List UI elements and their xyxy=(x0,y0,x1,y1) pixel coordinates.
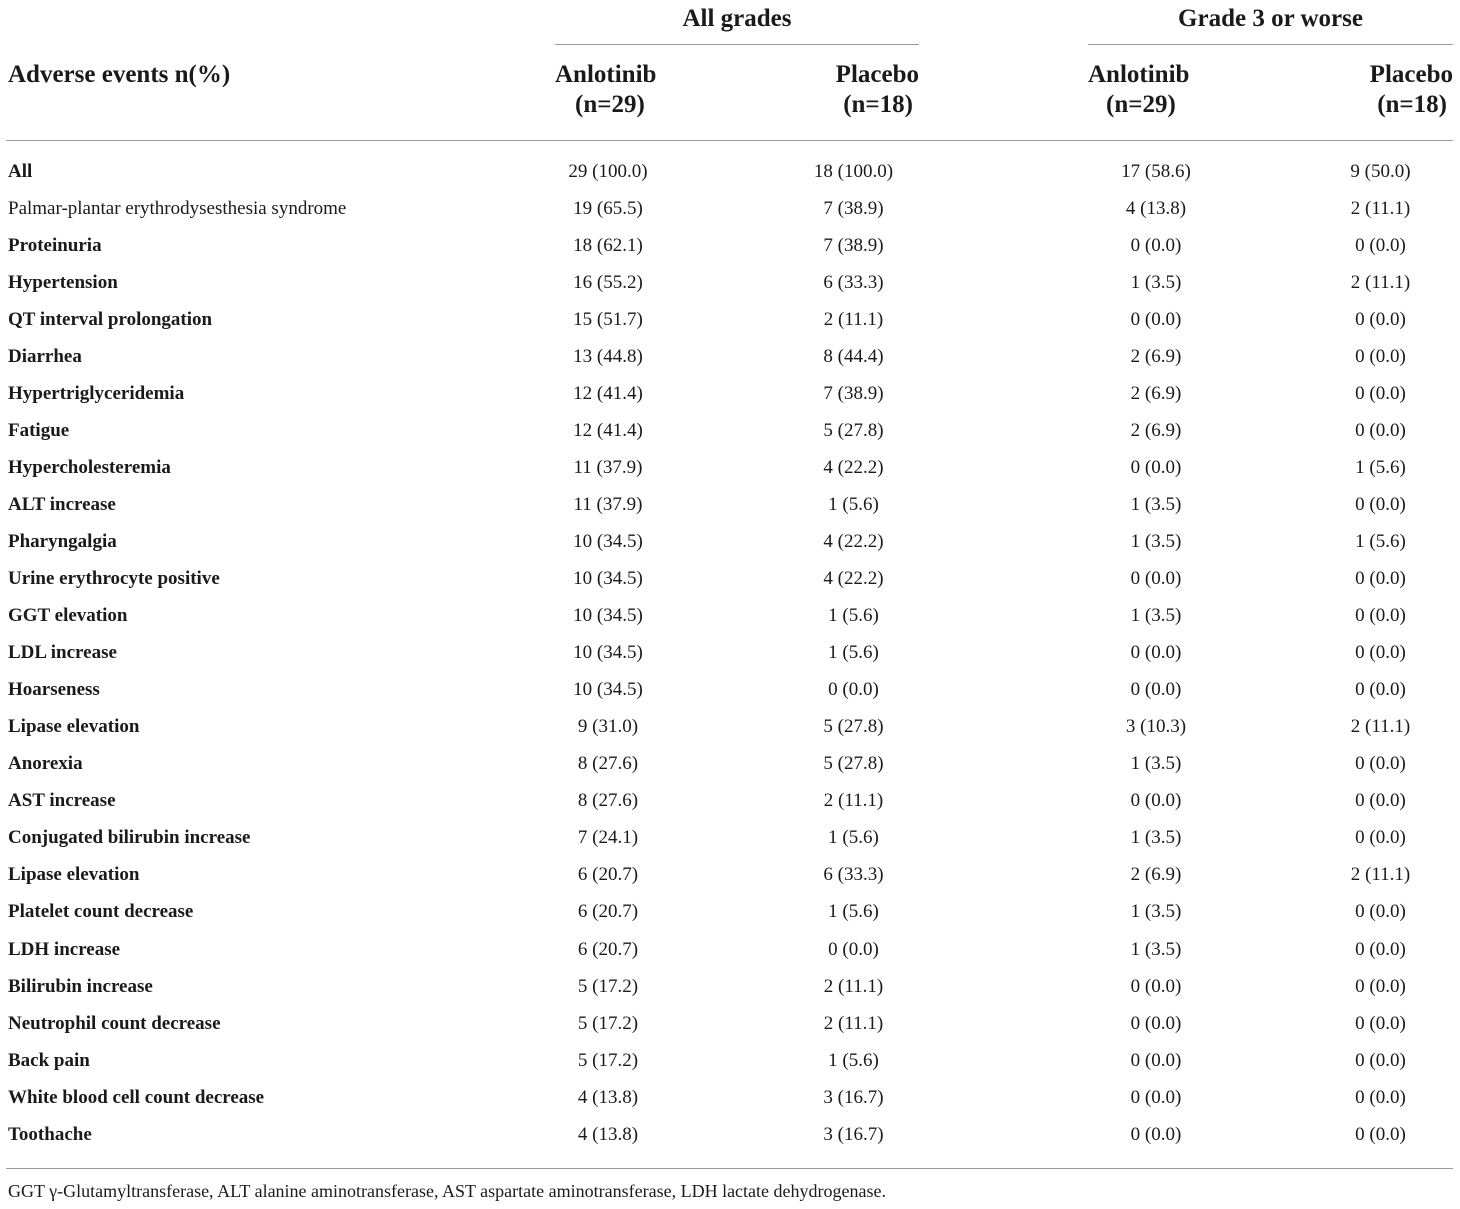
cell-placebo-all-grades: 1 (5.6) xyxy=(828,1049,879,1071)
cell-anlotinib-grade3: 4 (13.8) xyxy=(1125,197,1187,219)
table-row xyxy=(0,746,1460,783)
row-label: All xyxy=(8,160,33,182)
cell-anlotinib-all-grades: 16 (55.2) xyxy=(573,271,643,293)
cell-anlotinib-grade3: 2 (6.9) xyxy=(1130,382,1182,404)
table-row xyxy=(0,709,1460,746)
column-header-placebo-grade3 xyxy=(1370,60,1453,120)
row-label: Neutrophil count decrease xyxy=(8,1012,221,1034)
cell-anlotinib-all-grades: 8 (27.6) xyxy=(577,790,639,812)
cell-anlotinib-grade3: 0 (0.0) xyxy=(1130,642,1182,664)
cell-placebo-all-grades: 3 (16.7) xyxy=(823,1086,884,1108)
cell-anlotinib-grade3: 0 (0.0) xyxy=(1130,1123,1182,1145)
column-header-placebo-all xyxy=(836,60,919,120)
cell-placebo-all-grades: 2 (11.1) xyxy=(823,975,884,997)
cell-anlotinib-all-grades: 6 (20.7) xyxy=(577,864,639,886)
row-label: Urine erythrocyte positive xyxy=(8,568,220,590)
table-row xyxy=(0,264,1460,301)
column-header-line2: (n=18) xyxy=(843,91,913,118)
cell-placebo-all-grades: 7 (38.9) xyxy=(823,234,884,256)
cell-anlotinib-all-grades: 11 (37.9) xyxy=(573,456,643,478)
cell-anlotinib-grade3: 1 (3.5) xyxy=(1130,493,1182,515)
column-header-line1: Placebo xyxy=(835,61,919,88)
cell-placebo-grade3: 0 (0.0) xyxy=(1355,493,1406,515)
table-row xyxy=(0,1005,1460,1042)
cell-anlotinib-grade3: 2 (6.9) xyxy=(1130,864,1182,886)
cell-placebo-all-grades: 0 (0.0) xyxy=(828,679,879,701)
row-label-header: Adverse events n(%) xyxy=(8,61,231,88)
table-body xyxy=(0,153,1460,1153)
row-label: Anorexia xyxy=(8,753,83,775)
cell-placebo-all-grades: 4 (22.2) xyxy=(823,568,884,590)
cell-placebo-all-grades: 6 (33.3) xyxy=(823,864,884,886)
cell-placebo-grade3: 9 (50.0) xyxy=(1350,160,1411,182)
cell-placebo-all-grades: 4 (22.2) xyxy=(823,456,884,478)
cell-placebo-grade3: 0 (0.0) xyxy=(1355,753,1406,775)
row-label: Platelet count decrease xyxy=(8,901,194,923)
cell-placebo-grade3: 0 (0.0) xyxy=(1355,790,1406,812)
cell-anlotinib-grade3: 0 (0.0) xyxy=(1130,234,1182,256)
column-header-anlotinib-grade3 xyxy=(1088,60,1189,120)
cell-placebo-all-grades: 7 (38.9) xyxy=(823,382,884,404)
table-row xyxy=(0,227,1460,264)
table-row xyxy=(0,190,1460,227)
cell-placebo-grade3: 0 (0.0) xyxy=(1355,679,1406,701)
cell-anlotinib-all-grades: 6 (20.7) xyxy=(577,901,639,923)
column-header-line2: (n=18) xyxy=(1377,91,1447,118)
cell-anlotinib-grade3: 2 (6.9) xyxy=(1130,345,1182,367)
cell-placebo-grade3: 0 (0.0) xyxy=(1355,642,1406,664)
cell-placebo-grade3: 0 (0.0) xyxy=(1355,827,1406,849)
row-label: Toothache xyxy=(8,1123,92,1145)
cell-placebo-all-grades: 5 (27.8) xyxy=(823,753,884,775)
cell-placebo-grade3: 0 (0.0) xyxy=(1355,938,1406,960)
row-label: Conjugated bilirubin increase xyxy=(8,827,251,849)
cell-anlotinib-grade3: 3 (10.3) xyxy=(1125,716,1187,738)
row-label: Diarrhea xyxy=(8,345,82,367)
cell-anlotinib-grade3: 0 (0.0) xyxy=(1130,456,1182,478)
table-row xyxy=(0,672,1460,709)
table-footnote: GGT γ-Glutamyltransferase, ALT alanine aminotransferase, AST aspartate aminotransferase, LDH lactate dehydrogenase. xyxy=(8,1181,886,1201)
cell-anlotinib-all-grades: 5 (17.2) xyxy=(577,1049,639,1071)
cell-anlotinib-all-grades: 4 (13.8) xyxy=(577,1086,639,1108)
table-row xyxy=(0,1079,1460,1116)
cell-placebo-grade3: 0 (0.0) xyxy=(1355,1086,1406,1108)
cell-anlotinib-all-grades: 11 (37.9) xyxy=(573,493,643,515)
cell-placebo-all-grades: 2 (11.1) xyxy=(823,790,884,812)
row-label: Hypercholesteremia xyxy=(8,456,171,478)
cell-placebo-grade3: 0 (0.0) xyxy=(1355,901,1406,923)
cell-placebo-grade3: 0 (0.0) xyxy=(1355,234,1406,256)
column-header-line2: (n=29) xyxy=(1106,91,1176,118)
cell-placebo-grade3: 0 (0.0) xyxy=(1355,308,1406,330)
cell-anlotinib-grade3: 1 (3.5) xyxy=(1130,901,1182,923)
cell-anlotinib-grade3: 0 (0.0) xyxy=(1130,1086,1182,1108)
cell-anlotinib-all-grades: 10 (34.5) xyxy=(573,530,643,552)
row-label: Hoarseness xyxy=(8,679,100,701)
cell-anlotinib-all-grades: 4 (13.8) xyxy=(577,1123,639,1145)
table-row xyxy=(0,561,1460,598)
cell-placebo-grade3: 0 (0.0) xyxy=(1355,382,1406,404)
cell-placebo-all-grades: 2 (11.1) xyxy=(823,308,884,330)
row-label: AST increase xyxy=(8,790,116,812)
cell-placebo-all-grades: 1 (5.6) xyxy=(828,493,879,515)
cell-placebo-all-grades: 4 (22.2) xyxy=(823,530,884,552)
table-row xyxy=(0,449,1460,486)
cell-placebo-grade3: 2 (11.1) xyxy=(1350,864,1411,886)
cell-anlotinib-all-grades: 19 (65.5) xyxy=(573,197,643,219)
cell-placebo-grade3: 0 (0.0) xyxy=(1355,605,1406,627)
cell-placebo-grade3: 2 (11.1) xyxy=(1350,271,1411,293)
cell-anlotinib-all-grades: 12 (41.4) xyxy=(573,382,643,404)
cell-placebo-grade3: 0 (0.0) xyxy=(1355,1049,1406,1071)
cell-anlotinib-all-grades: 12 (41.4) xyxy=(573,419,643,441)
cell-placebo-all-grades: 5 (27.8) xyxy=(823,419,884,441)
table-row xyxy=(0,968,1460,1005)
column-header-line1: Anlotinib xyxy=(555,61,657,88)
cell-anlotinib-grade3: 0 (0.0) xyxy=(1130,679,1182,701)
row-label: LDH increase xyxy=(8,938,121,960)
row-label: Proteinuria xyxy=(8,234,102,256)
cell-placebo-all-grades: 5 (27.8) xyxy=(823,716,884,738)
row-label: Pharyngalgia xyxy=(8,530,117,552)
cell-anlotinib-grade3: 0 (0.0) xyxy=(1130,975,1182,997)
cell-anlotinib-grade3: 1 (3.5) xyxy=(1130,938,1182,960)
cell-anlotinib-grade3: 0 (0.0) xyxy=(1130,1049,1182,1071)
table-row xyxy=(0,301,1460,338)
group-header-all-grades: All grades xyxy=(682,5,792,32)
cell-anlotinib-grade3: 0 (0.0) xyxy=(1130,568,1182,590)
table-row xyxy=(0,598,1460,635)
row-label: White blood cell count decrease xyxy=(8,1086,265,1108)
table-row xyxy=(0,857,1460,894)
row-label: Lipase elevation xyxy=(8,716,140,738)
cell-placebo-all-grades: 1 (5.6) xyxy=(828,827,879,849)
cell-anlotinib-all-grades: 10 (34.5) xyxy=(573,568,643,590)
cell-placebo-all-grades: 1 (5.6) xyxy=(828,605,879,627)
row-label: LDL increase xyxy=(8,642,117,664)
cell-anlotinib-all-grades: 6 (20.7) xyxy=(577,938,639,960)
cell-anlotinib-grade3: 1 (3.5) xyxy=(1130,753,1182,775)
row-label: Hypertriglyceridemia xyxy=(8,382,185,404)
row-label: ALT increase xyxy=(8,493,116,515)
table-row xyxy=(0,931,1460,968)
table-row xyxy=(0,894,1460,931)
cell-anlotinib-all-grades: 29 (100.0) xyxy=(568,160,648,182)
cell-placebo-all-grades: 6 (33.3) xyxy=(823,271,884,293)
cell-placebo-all-grades: 1 (5.6) xyxy=(828,901,879,923)
footer-divider xyxy=(6,1168,1453,1169)
column-header-anlotinib-all xyxy=(555,60,656,120)
cell-anlotinib-grade3: 1 (3.5) xyxy=(1130,530,1182,552)
group-header-grade3: Grade 3 or worse xyxy=(1178,5,1363,32)
table-row xyxy=(0,820,1460,857)
cell-placebo-grade3: 2 (11.1) xyxy=(1350,197,1411,219)
row-label: GGT elevation xyxy=(8,605,128,627)
row-label: Hypertension xyxy=(8,271,118,293)
cell-anlotinib-grade3: 17 (58.6) xyxy=(1121,160,1191,182)
cell-placebo-all-grades: 1 (5.6) xyxy=(828,642,879,664)
column-header-line1: Anlotinib xyxy=(1088,61,1190,88)
row-label: Bilirubin increase xyxy=(8,975,153,997)
cell-placebo-grade3: 1 (5.6) xyxy=(1355,456,1406,478)
column-header-line2: (n=29) xyxy=(575,91,645,118)
cell-placebo-grade3: 1 (5.6) xyxy=(1355,530,1406,552)
group-rule-all-grades xyxy=(555,44,919,45)
table-row xyxy=(0,1042,1460,1079)
group-rule-grade3 xyxy=(1088,44,1453,45)
cell-anlotinib-all-grades: 7 (24.1) xyxy=(577,827,639,849)
table-row xyxy=(0,153,1460,190)
cell-placebo-all-grades: 8 (44.4) xyxy=(823,345,884,367)
cell-placebo-all-grades: 18 (100.0) xyxy=(813,160,894,182)
cell-placebo-grade3: 2 (11.1) xyxy=(1350,716,1411,738)
cell-anlotinib-grade3: 0 (0.0) xyxy=(1130,790,1182,812)
row-label: Palmar-plantar erythrodysesthesia syndrome xyxy=(8,197,347,219)
cell-anlotinib-grade3: 2 (6.9) xyxy=(1130,419,1182,441)
cell-placebo-grade3: 0 (0.0) xyxy=(1355,568,1406,590)
cell-anlotinib-all-grades: 15 (51.7) xyxy=(573,308,643,330)
cell-anlotinib-all-grades: 10 (34.5) xyxy=(573,642,643,664)
cell-anlotinib-all-grades: 5 (17.2) xyxy=(577,975,639,997)
table-row xyxy=(0,486,1460,523)
row-label: Lipase elevation xyxy=(8,864,140,886)
cell-placebo-grade3: 0 (0.0) xyxy=(1355,1123,1406,1145)
row-label: Fatigue xyxy=(8,419,70,441)
row-label: QT interval prolongation xyxy=(8,308,213,330)
cell-placebo-all-grades: 2 (11.1) xyxy=(823,1012,884,1034)
cell-anlotinib-grade3: 1 (3.5) xyxy=(1130,827,1182,849)
cell-placebo-grade3: 0 (0.0) xyxy=(1355,419,1406,441)
cell-anlotinib-grade3: 1 (3.5) xyxy=(1130,271,1182,293)
table-row xyxy=(0,523,1460,560)
cell-anlotinib-all-grades: 10 (34.5) xyxy=(573,679,643,701)
cell-anlotinib-all-grades: 10 (34.5) xyxy=(573,605,643,627)
cell-placebo-grade3: 0 (0.0) xyxy=(1355,1012,1406,1034)
cell-anlotinib-grade3: 1 (3.5) xyxy=(1130,605,1182,627)
cell-anlotinib-all-grades: 9 (31.0) xyxy=(577,716,639,738)
cell-placebo-all-grades: 3 (16.7) xyxy=(823,1123,884,1145)
table-row xyxy=(0,375,1460,412)
cell-anlotinib-grade3: 0 (0.0) xyxy=(1130,1012,1182,1034)
cell-placebo-grade3: 0 (0.0) xyxy=(1355,975,1406,997)
table-row xyxy=(0,338,1460,375)
cell-anlotinib-all-grades: 8 (27.6) xyxy=(577,753,639,775)
table-row xyxy=(0,783,1460,820)
cell-anlotinib-all-grades: 5 (17.2) xyxy=(577,1012,639,1034)
table-row xyxy=(0,1116,1460,1153)
cell-placebo-grade3: 0 (0.0) xyxy=(1355,345,1406,367)
cell-placebo-all-grades: 0 (0.0) xyxy=(828,938,879,960)
cell-anlotinib-grade3: 0 (0.0) xyxy=(1130,308,1182,330)
cell-placebo-all-grades: 7 (38.9) xyxy=(823,197,884,219)
table-row xyxy=(0,635,1460,672)
row-label: Back pain xyxy=(8,1049,90,1071)
cell-anlotinib-all-grades: 18 (62.1) xyxy=(573,234,643,256)
header-divider xyxy=(6,140,1453,141)
column-header-line1: Placebo xyxy=(1369,61,1453,88)
table-row xyxy=(0,412,1460,449)
cell-anlotinib-all-grades: 13 (44.8) xyxy=(573,345,643,367)
